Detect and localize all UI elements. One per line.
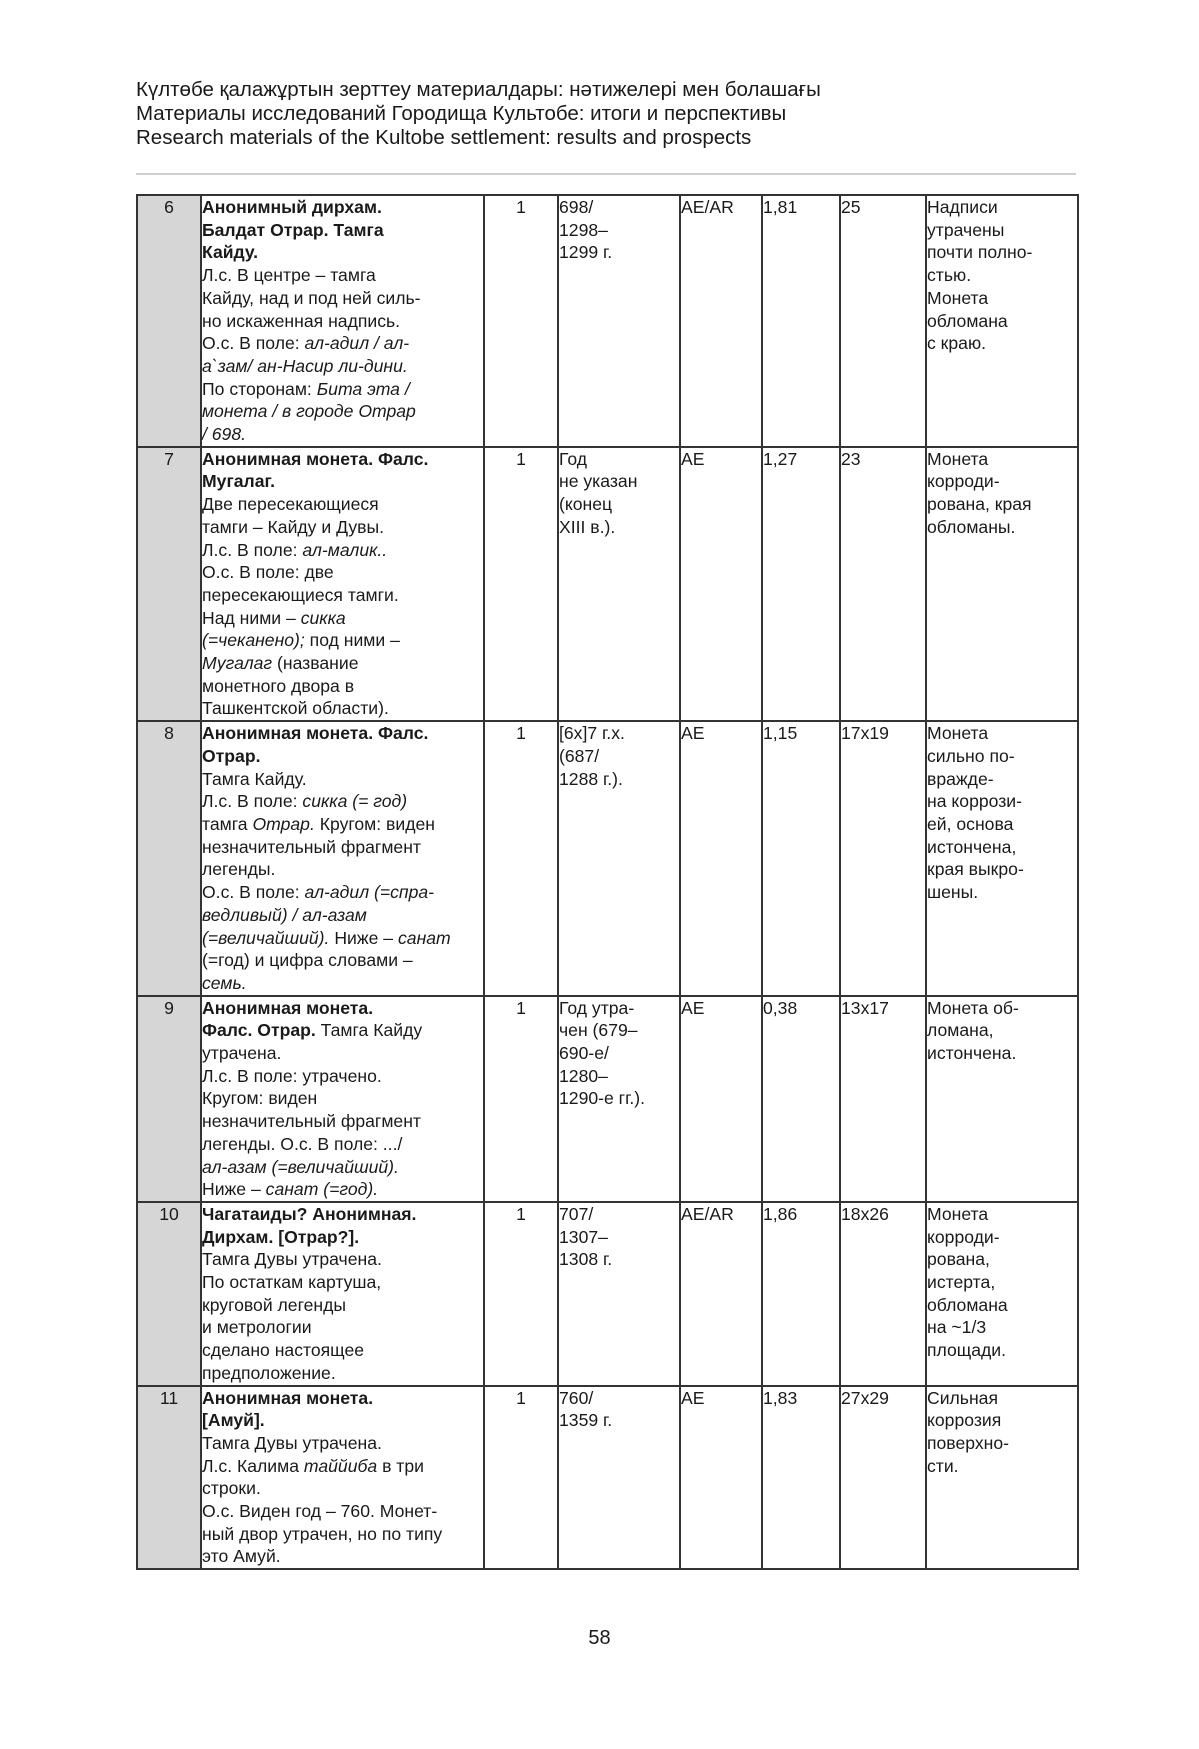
- description-italic-text: санат (=год).: [265, 1179, 379, 1200]
- notes-line: почти полно-: [927, 242, 1033, 263]
- quantity-cell: 1: [484, 996, 558, 1202]
- description-line: [202, 310, 483, 333]
- notes-cell: [926, 1202, 1078, 1386]
- description-italic-text: ал-малик..: [302, 539, 388, 560]
- description-italic-text: сикка (= год): [302, 791, 408, 812]
- size-cell: 27х29: [840, 1386, 926, 1570]
- running-header: [136, 78, 1076, 150]
- notes-line: сти.: [927, 1455, 959, 1476]
- notes-line: вражде-: [927, 768, 994, 789]
- table-row: [137, 996, 1078, 1202]
- table-row: [137, 1386, 1078, 1570]
- description-line: [202, 790, 483, 813]
- description-text: Кайду, над и под ней силь-: [202, 287, 421, 308]
- description-text: О.с. Виден год – 760. Монет-: [202, 1501, 438, 1522]
- notes-cell: [926, 721, 1078, 995]
- date-cell: [558, 721, 680, 995]
- description-line: [202, 332, 483, 355]
- description-title-text: Чагатаиды? Анонимная.: [202, 1203, 417, 1224]
- notes-line: стью.: [927, 265, 972, 286]
- description-line: [202, 607, 483, 630]
- description-text: ный двор утрачен, но по типу: [202, 1523, 443, 1544]
- notes-line: площади.: [927, 1340, 1007, 1361]
- weight-cell: 1,27: [762, 447, 840, 721]
- size-cell: 25: [840, 195, 926, 447]
- description-text: в три: [377, 1455, 424, 1476]
- description-text: Л.с. В поле: утрачено.: [202, 1065, 382, 1086]
- description-line: [202, 1362, 483, 1385]
- description-line: [202, 1226, 483, 1249]
- description-text: легенды.: [202, 859, 276, 880]
- size-cell: 18х26: [840, 1202, 926, 1386]
- notes-line: Сильная: [927, 1387, 998, 1408]
- header-line-russian: Материалы исследований Городища Культобе: итоги и перспективы: [136, 102, 787, 125]
- description-line: [202, 1133, 483, 1156]
- header-line-kazakh: Күлтөбе қалажұртын зерттеу материалдары: нәтижелері мен болашағы: [136, 78, 821, 101]
- description-line: [202, 858, 483, 881]
- date-line: 760/: [559, 1387, 594, 1408]
- description-title-text: Анонимный дирхам.: [202, 197, 382, 217]
- date-line: XIII в.).: [559, 516, 616, 537]
- notes-cell: [926, 447, 1078, 721]
- description-line: [202, 1409, 483, 1432]
- quantity-cell: 1: [484, 1202, 558, 1386]
- notes-line: истончена.: [927, 1043, 1017, 1064]
- description-title-text: Мугалаг.: [202, 471, 275, 492]
- description-italic-text: (=чеканено);: [202, 630, 305, 651]
- date-line: 1298–: [559, 219, 608, 240]
- description-line: [202, 1042, 483, 1065]
- weight-cell: 1,86: [762, 1202, 840, 1386]
- weight-cell: 1,15: [762, 721, 840, 995]
- date-line: 707/: [559, 1203, 594, 1224]
- description-text: Ташкентской области).: [202, 698, 389, 719]
- table-row: [137, 1202, 1078, 1386]
- date-line: 1359 г.: [559, 1410, 613, 1431]
- description-line: [202, 1203, 483, 1226]
- notes-line: Надписи: [927, 197, 998, 217]
- description-line: [202, 1545, 483, 1568]
- description-text: Тамга Кайду: [315, 1020, 423, 1041]
- description-text: Кругом: виден: [202, 1088, 318, 1109]
- notes-line: сильно по-: [927, 745, 1015, 766]
- description-line: [202, 287, 483, 310]
- metal-cell: AE: [680, 996, 762, 1202]
- notes-line: Монета об-: [927, 997, 1019, 1018]
- weight-cell: 0,38: [762, 996, 840, 1202]
- description-text: но искаженная надпись.: [202, 310, 401, 331]
- description-line: [202, 378, 483, 401]
- description-text: По сторонам:: [202, 378, 317, 399]
- description-text: Тамга Дувы утрачена.: [202, 1249, 382, 1270]
- metal-cell: AE: [680, 447, 762, 721]
- description-text: незначительный фрагмент: [202, 836, 421, 857]
- description-italic-text: / 698.: [202, 424, 247, 445]
- weight-cell: 1,81: [762, 195, 840, 447]
- description-italic-text: сикка: [300, 607, 346, 628]
- date-line: (конец: [559, 494, 613, 515]
- description-italic-text: а`зам/ ан-Насир ли-дини.: [202, 355, 408, 376]
- description-title-text: Отрар.: [202, 745, 261, 766]
- description-text: сделано настоящее: [202, 1340, 365, 1361]
- row-number-cell: 6: [137, 195, 201, 447]
- description-italic-text: ал-азам (=величайший).: [202, 1156, 399, 1177]
- date-line: 1299 г.: [559, 242, 613, 263]
- notes-line: обломаны.: [927, 516, 1016, 537]
- description-text: Две пересекающиеся: [202, 494, 379, 515]
- size-cell: 17х19: [840, 721, 926, 995]
- notes-line: утрачены: [927, 219, 1005, 240]
- description-cell: [201, 1386, 484, 1570]
- description-text: Л.с. В поле:: [202, 539, 303, 560]
- notes-line: коррозия: [927, 1410, 1002, 1431]
- description-text: Л.с. В поле:: [202, 791, 303, 812]
- date-line: Год: [559, 448, 588, 469]
- description-line: [202, 836, 483, 859]
- description-text: Кругом: виден: [314, 813, 435, 834]
- quantity-cell: 1: [484, 721, 558, 995]
- description-line: [202, 997, 483, 1020]
- notes-line: ломана,: [927, 1020, 994, 1041]
- description-text: строки.: [202, 1478, 261, 1499]
- description-italic-text: (=величайший).: [202, 927, 330, 948]
- table-row: [137, 721, 1078, 995]
- quantity-cell: 1: [484, 195, 558, 447]
- notes-line: корроди-: [927, 471, 1000, 492]
- description-italic-text: Отрар.: [252, 813, 315, 834]
- row-number-cell: 10: [137, 1202, 201, 1386]
- description-line: [202, 904, 483, 927]
- description-text: Ниже –: [202, 1179, 266, 1200]
- description-text: (название: [272, 653, 359, 674]
- description-line: [202, 264, 483, 287]
- description-line: [202, 1065, 483, 1088]
- header-divider: [136, 173, 1076, 175]
- notes-line: края выкро-: [927, 859, 1024, 880]
- description-cell: [201, 447, 484, 721]
- description-line: [202, 768, 483, 791]
- description-line: [202, 652, 483, 675]
- notes-line: на коррози-: [927, 791, 1022, 812]
- notes-line: рована,: [927, 1249, 990, 1270]
- description-cell: [201, 195, 484, 447]
- description-line: [202, 470, 483, 493]
- description-text: круговой легенды: [202, 1294, 347, 1315]
- description-line: [202, 1523, 483, 1546]
- date-line: 1307–: [559, 1226, 608, 1247]
- description-line: [202, 1339, 483, 1362]
- description-line: [202, 493, 483, 516]
- description-line: [202, 219, 483, 242]
- row-number-cell: 8: [137, 721, 201, 995]
- date-line: чен (679–: [559, 1020, 638, 1041]
- notes-line: истерта,: [927, 1272, 996, 1293]
- description-line: [202, 1294, 483, 1317]
- metal-cell: AE/AR: [680, 195, 762, 447]
- date-line: не указан: [559, 471, 638, 492]
- description-line: [202, 1271, 483, 1294]
- description-italic-text: ал-адил / ал-: [304, 333, 410, 354]
- description-text: Тамга Дувы утрачена.: [202, 1432, 382, 1453]
- notes-line: истончена,: [927, 836, 1017, 857]
- notes-line: на ~1/3: [927, 1317, 987, 1338]
- weight-cell: 1,83: [762, 1386, 840, 1570]
- metal-cell: AE: [680, 721, 762, 995]
- description-line: [202, 1156, 483, 1179]
- notes-line: Монета: [927, 723, 989, 744]
- notes-line: с краю.: [927, 333, 987, 354]
- description-text: Тамга Кайду.: [202, 768, 307, 789]
- description-line: [202, 539, 483, 562]
- date-line: (687/: [559, 745, 600, 766]
- table-row: [137, 447, 1078, 721]
- description-text: Л.с. Калима: [202, 1455, 304, 1476]
- notes-line: ей, основа: [927, 813, 1014, 834]
- date-line: 698/: [559, 197, 594, 217]
- description-line: [202, 1455, 483, 1478]
- description-line: [202, 196, 483, 219]
- description-title-text: Анонимная монета. Фалс.: [202, 723, 429, 744]
- description-line: [202, 1432, 483, 1455]
- description-text: тамга: [202, 813, 253, 834]
- description-line: [202, 1500, 483, 1523]
- header-line-english: Research materials of the Kultobe settlement: results and prospects: [136, 126, 752, 149]
- row-number-cell: 7: [137, 447, 201, 721]
- description-title-text: Анонимная монета.: [202, 1387, 374, 1408]
- description-text: О.с. В поле:: [202, 882, 305, 903]
- date-cell: [558, 447, 680, 721]
- description-title-text: Кайду.: [202, 242, 259, 263]
- description-line: [202, 1110, 483, 1133]
- notes-cell: [926, 996, 1078, 1202]
- description-text: легенды. О.с. В поле: .../: [202, 1133, 403, 1154]
- date-line: 1280–: [559, 1065, 608, 1086]
- description-line: [202, 516, 483, 539]
- date-line: 1288 г.).: [559, 768, 623, 789]
- description-text: под ними –: [304, 630, 400, 651]
- notes-line: обломана: [927, 310, 1008, 331]
- notes-line: шены.: [927, 882, 979, 903]
- notes-line: Монета: [927, 448, 989, 469]
- date-line: 1290-е гг.).: [559, 1088, 645, 1109]
- description-line: [202, 949, 483, 972]
- metal-cell: AE: [680, 1386, 762, 1570]
- description-text: По остаткам картуша,: [202, 1272, 382, 1293]
- date-cell: [558, 996, 680, 1202]
- date-cell: [558, 1202, 680, 1386]
- quantity-cell: 1: [484, 447, 558, 721]
- description-italic-text: ведливый) / ал-азам: [202, 904, 367, 925]
- metal-cell: AE/AR: [680, 1202, 762, 1386]
- date-line: 690-е/: [559, 1043, 609, 1064]
- description-text: утрачена.: [202, 1043, 282, 1064]
- notes-line: Монета: [927, 1203, 989, 1224]
- description-line: [202, 675, 483, 698]
- description-line: [202, 697, 483, 720]
- description-line: [202, 881, 483, 904]
- description-line: [202, 355, 483, 378]
- description-text: Ниже –: [329, 927, 398, 948]
- description-italic-text: Мугалаг: [202, 653, 273, 674]
- description-line: [202, 1248, 483, 1271]
- notes-cell: [926, 1386, 1078, 1570]
- description-line: [202, 629, 483, 652]
- description-title-text: Фалс. Отрар.: [202, 1020, 316, 1041]
- table-body: [137, 195, 1078, 1569]
- description-title-text: Балдат Отрар. Тамга: [202, 219, 384, 240]
- description-line: [202, 584, 483, 607]
- description-line: [202, 1019, 483, 1042]
- coin-catalog-table: [136, 194, 1079, 1570]
- description-cell: [201, 996, 484, 1202]
- description-text: монетного двора в: [202, 675, 355, 696]
- description-title-text: Анонимная монета. Фалс.: [202, 448, 429, 469]
- date-cell: [558, 195, 680, 447]
- table-row: [137, 195, 1078, 447]
- description-italic-text: таййиба: [303, 1455, 378, 1476]
- description-line: [202, 1316, 483, 1339]
- description-italic-text: Бита эта /: [316, 378, 410, 399]
- description-italic-text: монета / в городе Отрар: [202, 401, 416, 422]
- description-italic-text: санат: [397, 927, 451, 948]
- description-line: [202, 927, 483, 950]
- description-line: [202, 1087, 483, 1110]
- description-line: [202, 972, 483, 995]
- notes-line: рована, края: [927, 494, 1032, 515]
- description-line: [202, 813, 483, 836]
- description-text: это Амуй.: [202, 1546, 281, 1567]
- description-text: и метрологии: [202, 1317, 312, 1338]
- description-text: О.с. В поле:: [202, 333, 305, 354]
- description-line: [202, 423, 483, 446]
- description-title-text: Анонимная монета.: [202, 997, 374, 1018]
- description-line: [202, 241, 483, 264]
- size-cell: 23: [840, 447, 926, 721]
- description-text: О.с. В поле: две: [202, 562, 334, 583]
- description-line: [202, 1387, 483, 1410]
- notes-line: Монета: [927, 287, 989, 308]
- description-text: Над ними –: [202, 607, 301, 628]
- description-line: [202, 561, 483, 584]
- description-text: тамги – Кайду и Дувы.: [202, 516, 385, 537]
- description-cell: [201, 1202, 484, 1386]
- quantity-cell: 1: [484, 1386, 558, 1570]
- row-number-cell: 9: [137, 996, 201, 1202]
- description-line: [202, 1178, 483, 1201]
- notes-line: корроди-: [927, 1226, 1000, 1247]
- description-line: [202, 1477, 483, 1500]
- description-text: пересекающиеся тамги.: [202, 584, 399, 605]
- date-cell: [558, 1386, 680, 1570]
- description-line: [202, 448, 483, 471]
- notes-line: обломана: [927, 1294, 1008, 1315]
- description-line: [202, 722, 483, 745]
- notes-line: поверхно-: [927, 1432, 1009, 1453]
- description-text: Л.с. В центре – тамга: [202, 265, 376, 286]
- notes-cell: [926, 195, 1078, 447]
- description-text: незначительный фрагмент: [202, 1111, 421, 1132]
- date-line: Год утра-: [559, 997, 635, 1018]
- description-title-text: [Амуй].: [202, 1410, 265, 1431]
- description-text: (=год) и цифра словами –: [202, 950, 413, 971]
- date-line: [6х]7 г.х.: [559, 723, 625, 744]
- size-cell: 13х17: [840, 996, 926, 1202]
- description-italic-text: ал-адил (=спра-: [304, 882, 435, 903]
- description-cell: [201, 721, 484, 995]
- description-italic-text: семь.: [202, 972, 247, 993]
- page-number: 58: [588, 1627, 611, 1649]
- description-line: [202, 400, 483, 423]
- description-text: предположение.: [202, 1362, 336, 1383]
- row-number-cell: 11: [137, 1386, 201, 1570]
- description-line: [202, 745, 483, 768]
- description-title-text: Дирхам. [Отрар?].: [202, 1226, 360, 1247]
- date-line: 1308 г.: [559, 1249, 613, 1270]
